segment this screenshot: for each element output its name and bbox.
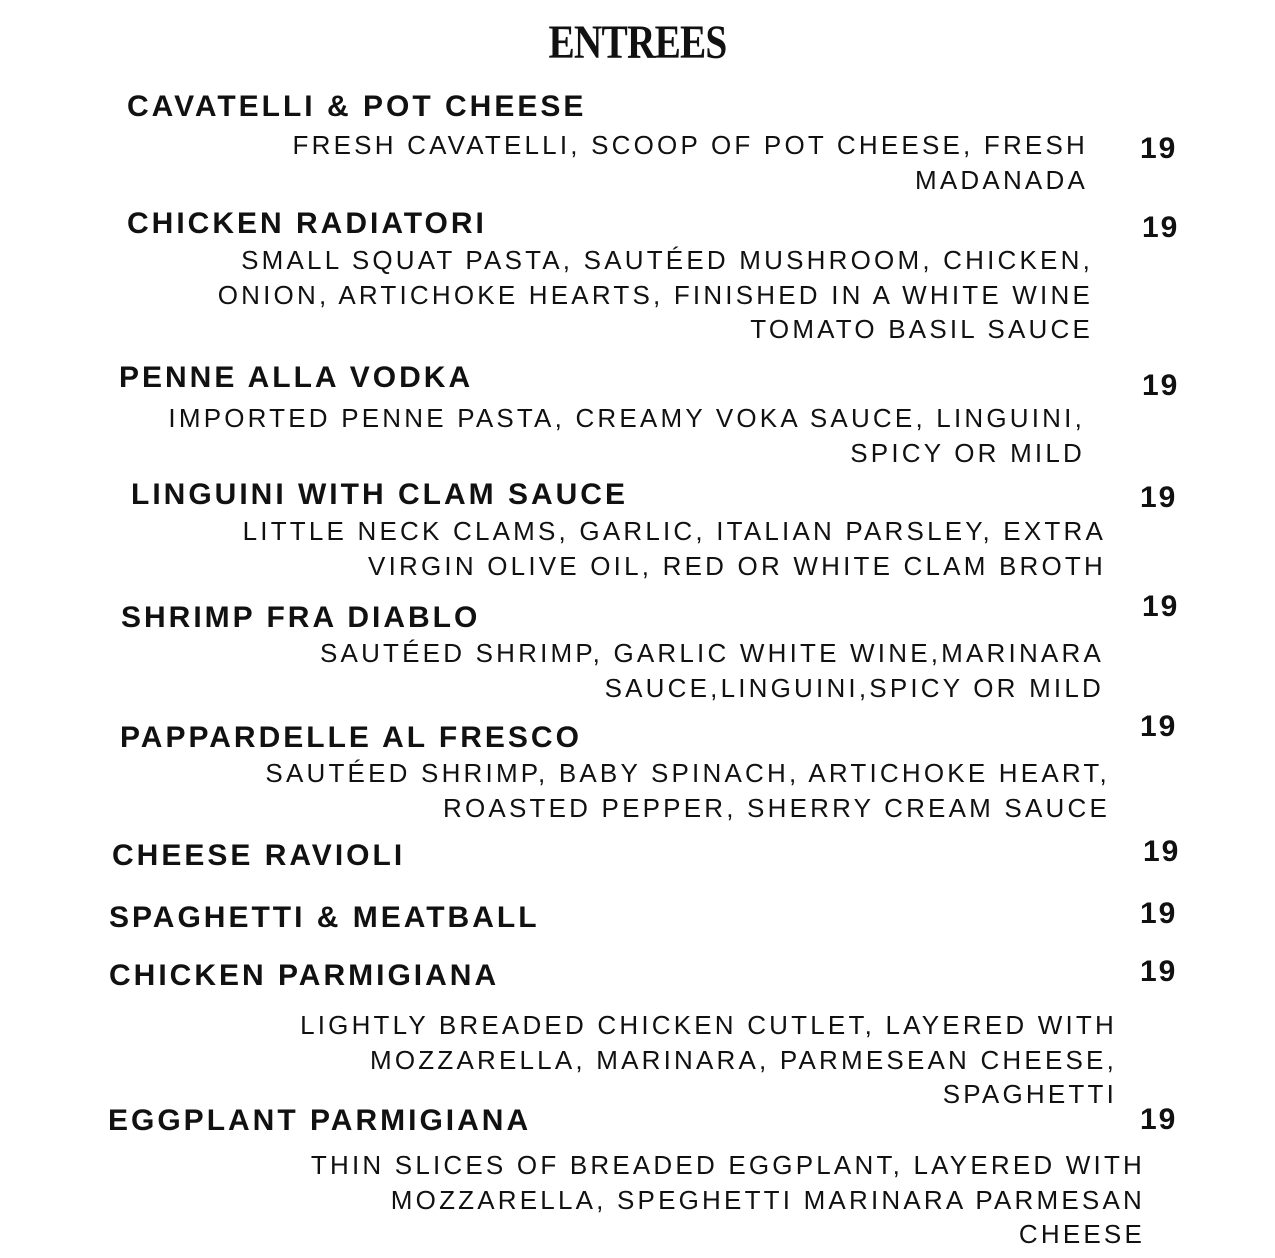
item-description: SAUTÉED SHRIMP, BABY SPINACH, ARTICHOKE HEART, ROASTED PEPPER, SHERRY CREAM SAUCE	[265, 758, 1110, 823]
item-description: SAUTÉED SHRIMP, GARLIC WHITE WINE,MARINARA SAUCE,LINGUINI,SPICY OR MILD	[320, 638, 1104, 703]
item-price: 19	[1143, 835, 1181, 868]
item-name: CAVATELLI & POT CHEESE	[127, 90, 587, 123]
item-price: 19	[1142, 590, 1180, 623]
item-price: 19	[1142, 211, 1180, 244]
item-name: CHICKEN RADIATORI	[127, 207, 487, 240]
item-name: SPAGHETTI & MEATBALL	[109, 901, 540, 934]
item-name: CHICKEN PARMIGIANA	[109, 959, 500, 992]
item-price: 19	[1140, 1103, 1178, 1136]
item-description: LIGHTLY BREADED CHICKEN CUTLET, LAYERED WITH MOZZARELLA, MARINARA, PARMESEAN CHEESE, SPAGHETTI	[300, 1010, 1117, 1109]
item-name: LINGUINI WITH CLAM SAUCE	[131, 478, 628, 511]
item-price: 19	[1142, 369, 1180, 402]
item-description: THIN SLICES OF BREADED EGGPLANT, LAYERED WITH MOZZARELLA, SPEGHETTI MARINARA PARMESAN CHEESE	[310, 1150, 1145, 1249]
item-name: PENNE ALLA VODKA	[119, 361, 474, 394]
item-description: FRESH CAVATELLI, SCOOP OF POT CHEESE, FRESH MADANADA	[292, 130, 1088, 195]
item-price: 19	[1140, 132, 1178, 165]
item-name: CHEESE RAVIOLI	[112, 839, 406, 872]
item-description: SMALL SQUAT PASTA, SAUTÉED MUSHROOM, CHICKEN, ONION, ARTICHOKE HEARTS, FINISHED IN A WHITE WINE TOMATO BASIL SAUCE	[217, 245, 1093, 344]
item-description: IMPORTED PENNE PASTA, CREAMY VOKA SAUCE, LINGUINI, SPICY OR MILD	[168, 403, 1085, 468]
item-name: PAPPARDELLE AL FRESCO	[120, 721, 582, 754]
menu-title: ENTREES	[548, 16, 727, 69]
item-price: 19	[1140, 710, 1178, 743]
item-price: 19	[1140, 897, 1178, 930]
item-description: LITTLE NECK CLAMS, GARLIC, ITALIAN PARSLEY, EXTRA VIRGIN OLIVE OIL, RED OR WHITE CLAM BROTH	[242, 516, 1106, 581]
item-name: SHRIMP FRA DIABLO	[121, 601, 481, 634]
item-price: 19	[1140, 955, 1178, 988]
item-name: EGGPLANT PARMIGIANA	[108, 1104, 532, 1137]
item-price: 19	[1140, 481, 1178, 514]
